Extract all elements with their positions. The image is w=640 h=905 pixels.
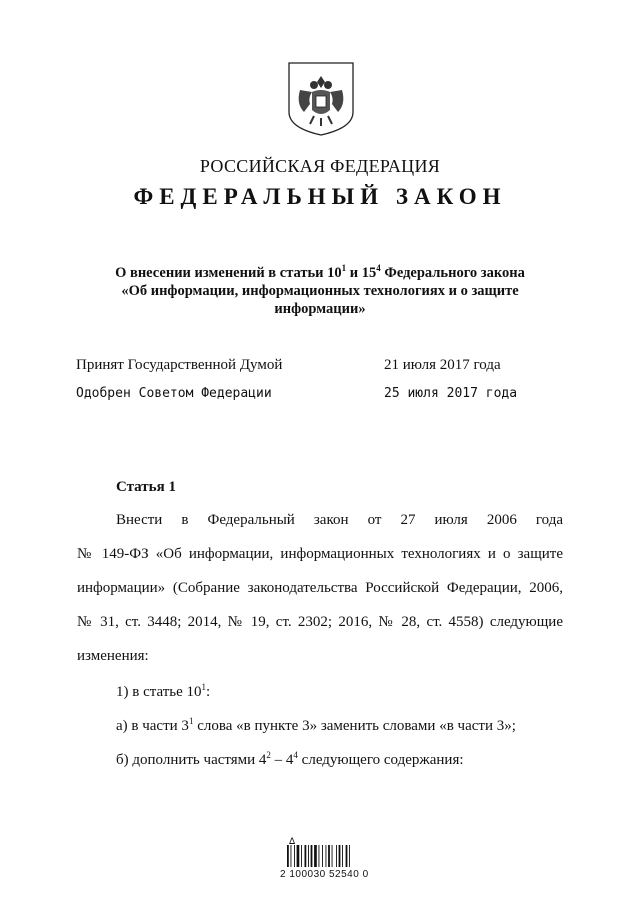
barcode-number: 2 100030 52540 0 xyxy=(280,869,369,880)
council-date: 25 июля 2017 года xyxy=(384,386,518,401)
paragraph-line-2: № 149-ФЗ «Об информации, информационных технологиях и о защите xyxy=(77,546,563,562)
list-item-1: 1) в статье $10^1$: xyxy=(116,682,211,700)
paragraph-line-5: изменения: xyxy=(77,648,149,664)
barcode xyxy=(287,845,357,867)
list-item-b: б) дополнить частями $4^2 - 4^4$ следующего содержания: xyxy=(116,750,464,768)
article-heading: Статья 1 xyxy=(116,479,176,495)
law-title-line-1: О внесении изменений в статьи $10^1$ и $15^4$ Федерального закона xyxy=(115,263,525,281)
duma-label: Принят Государственной Думой xyxy=(76,357,283,373)
coat-of-arms-emblem xyxy=(286,60,356,138)
duma-date: 21 июля 2017 года xyxy=(384,357,501,373)
law-title-line-3: информации» xyxy=(274,301,366,317)
paragraph-line-1: Внести в Федеральный закон от 27 июля 2006 года xyxy=(116,512,563,528)
law-title xyxy=(90,264,550,318)
council-label: Одобрен Советом Федерации xyxy=(76,386,272,401)
document-type: ФЕДЕРАЛЬНЫЙ ЗАКОН xyxy=(133,184,507,209)
duma-adoption-row xyxy=(76,357,556,374)
council-approval-row xyxy=(76,386,556,401)
list-item-a: а) в части $3^1$ слова «в пункте 3» заменить словами «в части 3»; xyxy=(116,716,516,734)
paragraph-line-4: № 31, ст. 3448; 2014, № 19, ст. 2302; 2016, № 28, ст. 4558) следующие xyxy=(77,614,563,630)
paragraph-line-3: информации» (Собрание законодательства Российской Федерации, 2006, xyxy=(77,580,563,596)
footer-mark-icon: ᐃ xyxy=(289,836,296,846)
law-title-line-2: «Об информации, информационных технологиях и о защите xyxy=(121,283,519,299)
country-name: РОССИЙСКАЯ ФЕДЕРАЦИЯ xyxy=(199,156,441,176)
